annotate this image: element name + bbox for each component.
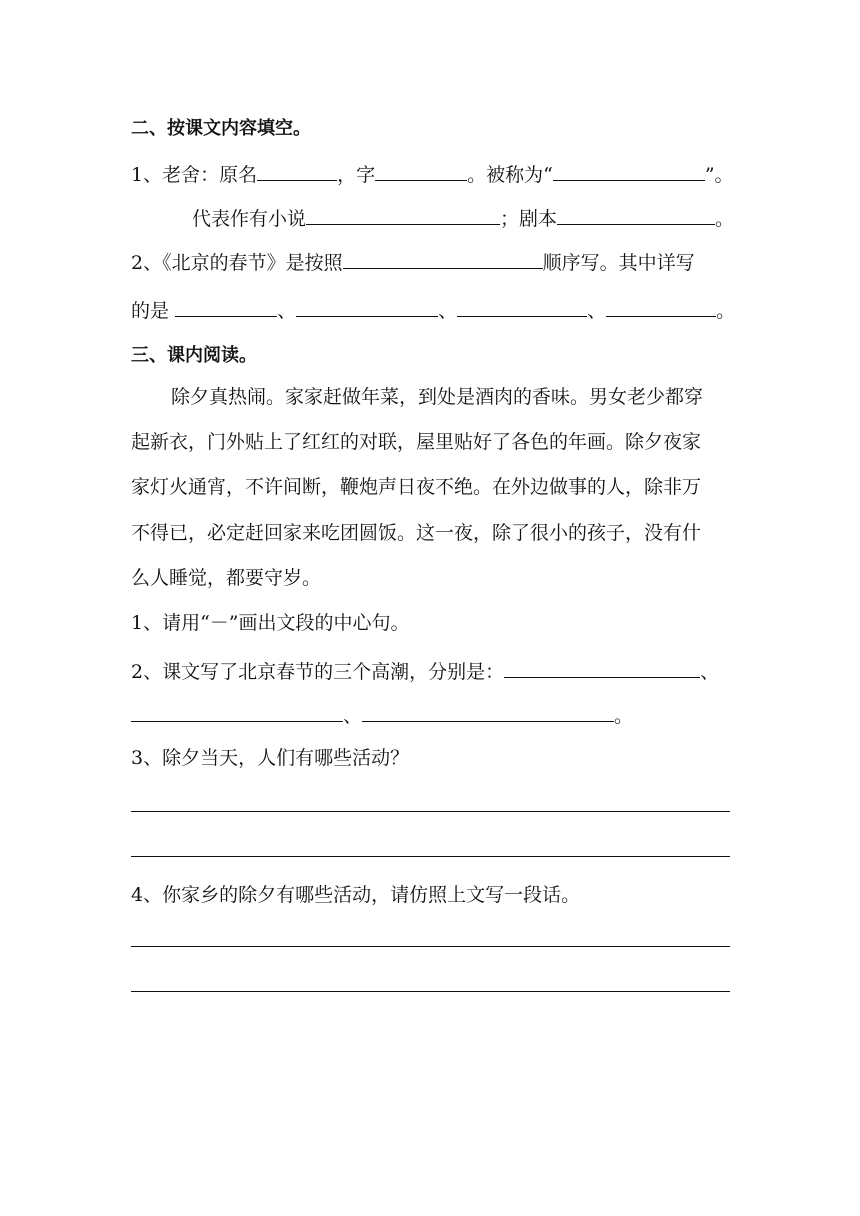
- section-heading-fill-in: 二、按课文内容填空。: [131, 118, 311, 139]
- q1-text-titled: 。被称为“: [467, 164, 553, 186]
- passage-line: 家灯火通宵，不许间断，鞭炮声日夜不绝。在外边做事的人，除非万: [131, 476, 702, 499]
- question-2-line-1: [131, 248, 695, 276]
- section-heading-reading: 三、课内阅读。: [131, 345, 257, 366]
- blank-courtesy-name[interactable]: [375, 160, 467, 181]
- q1-text-novel: 代表作有小说: [192, 208, 307, 230]
- reading-question-3: 3、除夕当天，人们有哪些活动？: [131, 747, 410, 769]
- q1-text-courtesy-name: ，字: [337, 164, 376, 186]
- blank-detail-2[interactable]: [296, 296, 438, 317]
- q1-text-original-name: 1、老舍：原名: [131, 164, 258, 186]
- separator: 、: [438, 300, 458, 322]
- passage-line: 不得已，必定赶回家来吃团圆饭。这一夜，除了很小的孩子，没有什: [131, 521, 702, 544]
- separator: 、: [700, 661, 720, 683]
- blank-climax-1[interactable]: [504, 657, 700, 678]
- q2-text-are: 的是: [131, 300, 170, 322]
- passage-line: 除夕真热闹。家家赶做年菜，到处是酒肉的香味。男女老少都穿: [171, 386, 704, 408]
- blank-novel[interactable]: [306, 204, 500, 225]
- separator: 、: [277, 300, 297, 322]
- blank-title[interactable]: [553, 160, 705, 181]
- passage-line: 起新衣，门外贴上了红红的对联，屋里贴好了各色的年画。除夕夜家: [131, 431, 702, 454]
- question-1-line-1: [131, 160, 734, 188]
- reading-question-1: 1、请用“－”画出文段的中心句。: [131, 612, 410, 634]
- r2-text: 2、课文写了北京春节的三个高潮，分别是：: [131, 661, 505, 683]
- blank-detail-3[interactable]: [457, 296, 587, 317]
- blank-original-name[interactable]: [257, 160, 337, 181]
- period: 。: [716, 300, 736, 322]
- reading-question-2-line-2: [131, 701, 633, 729]
- reading-question-4: 4、你家乡的除夕有哪些活动，请仿照上文写一段话。: [131, 884, 581, 906]
- blank-detail-1[interactable]: [175, 296, 277, 317]
- separator: 、: [343, 705, 363, 727]
- answer-line-q4-1[interactable]: [131, 946, 730, 947]
- question-2-line-2: [131, 296, 735, 324]
- answer-line-q4-2[interactable]: [131, 991, 730, 992]
- q2-text-detailed: 顺序写。其中详写: [542, 252, 695, 274]
- q1-text-close-quote: ”。: [704, 164, 734, 186]
- reading-question-2-line-1: [131, 657, 719, 685]
- period: 。: [614, 705, 634, 727]
- separator: 、: [587, 300, 607, 322]
- q2-text-order: 2、《北京的春节》是按照: [131, 252, 343, 274]
- blank-play[interactable]: [557, 204, 715, 225]
- question-1-line-2: [192, 204, 734, 232]
- answer-line-q3-2[interactable]: [131, 856, 730, 857]
- q1-text-play: ；剧本: [500, 208, 558, 230]
- q1-text-period: 。: [715, 208, 735, 230]
- reading-passage: [131, 375, 731, 601]
- blank-order[interactable]: [343, 248, 543, 269]
- blank-climax-3[interactable]: [362, 701, 614, 722]
- answer-line-q3-1[interactable]: [131, 811, 730, 812]
- blank-detail-4[interactable]: [606, 296, 716, 317]
- passage-line: 么人睡觉，都要守岁。: [131, 566, 322, 589]
- blank-climax-2[interactable]: [131, 701, 343, 722]
